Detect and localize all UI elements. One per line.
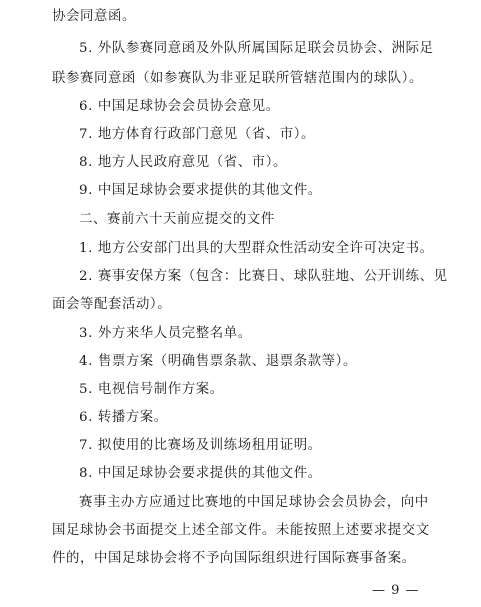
text-line-7: 9. 中国足球协会要求提供的其他文件。 [79,183,322,198]
text-line-15: 6. 转播方案。 [79,410,168,425]
text-line-17: 8. 中国足球协会要求提供的其他文件。 [79,466,322,481]
section-heading: 二、赛前六十天前应提交的文件 [79,212,275,227]
text-line-6: 8. 地方人民政府意见（省、市）。 [79,155,288,170]
text-line-3: 联参赛同意函（如参赛队为非亚足联所管辖范围内的球队）。 [52,71,424,86]
text-line-12: 3. 外方来华人员完整名单。 [79,326,252,341]
page-number: — 9 — [372,583,420,598]
text-line-1: 协会同意函。 [52,9,136,24]
text-line-16: 7. 拟使用的比赛场及训练场租用证明。 [79,438,322,453]
text-line-10: 2. 赛事安保方案（包含：比赛日、球队驻地、公开训练、见 [79,269,448,284]
text-line-5: 7. 地方体育行政部门意见（省、市）。 [79,127,315,142]
text-line-18: 赛事主办方应通过比赛地的中国足球协会会员协会，向中 [79,495,429,510]
text-line-4: 6. 中国足球协会会员协会意见。 [79,99,280,114]
text-line-11: 面会等配套活动）。 [52,297,172,312]
text-line-20: 件的，中国足球协会将不予向国际组织进行国际赛事备案。 [52,551,416,566]
text-line-13: 4. 售票方案（明确售票条款、退票条款等）。 [79,354,357,369]
text-line-19: 国足球协会书面提交上述全部文件。未能按照上述要求提交文 [52,523,430,538]
text-line-14: 5. 电视信号制作方案。 [79,382,224,397]
text-line-2: 5. 外队参赛同意函及外队所属国际足联会员协会、洲际足 [79,41,434,56]
text-line-9: 1. 地方公安部门出具的大型群众性活动安全许可决定书。 [79,241,434,256]
